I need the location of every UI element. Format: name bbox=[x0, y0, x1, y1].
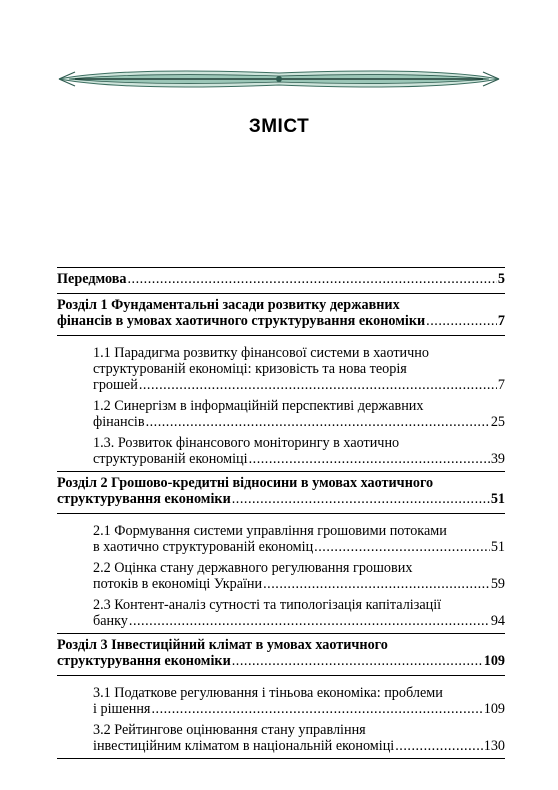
table-of-contents bbox=[57, 267, 505, 759]
leader-dots bbox=[232, 491, 490, 507]
toc-entry-line: Розділ 1 Фундаментальні засади розвитку державних bbox=[57, 297, 400, 313]
leader-dots bbox=[314, 539, 490, 555]
toc-entry-line: 3.1 Податкове регулювання і тіньова економіка: проблеми bbox=[93, 685, 443, 701]
toc-entry-line: фінансів в умовах хаотичного структурування економіки bbox=[57, 313, 426, 329]
toc-entry-preface[interactable] bbox=[57, 268, 505, 293]
toc-page-number: 59 bbox=[490, 576, 505, 592]
toc-entry-line: Розділ 3 Інвестиційний клімат в умовах хаотичного bbox=[57, 637, 388, 653]
toc-page-number: 94 bbox=[490, 613, 505, 629]
toc-entry-line: 1.3. Розвиток фінансового моніторингу в хаотично bbox=[93, 435, 400, 451]
leader-dots bbox=[249, 451, 490, 467]
leader-dots bbox=[151, 701, 482, 717]
toc-entry-line: 2.3 Контент-аналіз сутності та типологізація капіталізації bbox=[93, 597, 442, 613]
page-title: ЗМІСТ bbox=[248, 116, 310, 137]
toc-page-number: 5 bbox=[497, 271, 505, 287]
toc-entry-chapter[interactable] bbox=[57, 634, 505, 675]
toc-entry-line: 2.2 Оцінка стану державного регулювання грошових bbox=[93, 560, 413, 576]
toc-entry-section[interactable] bbox=[57, 719, 505, 756]
toc-entry-section[interactable] bbox=[57, 342, 505, 395]
toc-entry-chapter[interactable] bbox=[57, 472, 505, 513]
leader-dots bbox=[139, 377, 497, 393]
toc-entry-label: Передмова bbox=[57, 271, 127, 287]
toc-entry-line: Розділ 2 Грошово-кредитні відносини в умовах хаотичного bbox=[57, 475, 434, 491]
leader-dots bbox=[146, 414, 490, 430]
toc-page-number: 7 bbox=[497, 377, 505, 393]
toc-section-group bbox=[57, 676, 505, 758]
toc-entry-chapter[interactable] bbox=[57, 294, 505, 335]
toc-entry-line: і рішення bbox=[93, 701, 151, 717]
toc-entry-section[interactable] bbox=[57, 395, 505, 432]
toc-entry-section[interactable] bbox=[57, 520, 505, 557]
toc-entry-line: 2.1 Формування системи управління грошовими потоками bbox=[93, 523, 447, 539]
toc-entry-line: в хаотично структурованій економіц bbox=[93, 539, 314, 555]
toc-page-number: 130 bbox=[483, 738, 505, 754]
leader-dots bbox=[232, 653, 483, 669]
toc-chapters bbox=[57, 293, 505, 759]
toc-page-number: 7 bbox=[497, 313, 505, 329]
toc-entry-line: 3.2 Рейтингове оцінювання стану управління bbox=[93, 722, 366, 738]
toc-page-number: 39 bbox=[490, 451, 505, 467]
toc-entry-line: 1.2 Синергізм в інформаційній перспективі державних bbox=[93, 398, 424, 414]
toc-entry-line: грошей bbox=[93, 377, 138, 393]
leader-dots bbox=[426, 313, 497, 329]
toc-page-number: 51 bbox=[490, 491, 505, 507]
leader-dots bbox=[127, 271, 496, 287]
toc-entry-line: структурованій економіці: кризовість та нова теорія bbox=[93, 361, 407, 377]
toc-page-number: 109 bbox=[483, 653, 505, 669]
toc-entry-section[interactable] bbox=[57, 557, 505, 594]
toc-entry-line: структурування економіки bbox=[57, 491, 231, 507]
toc-section-group bbox=[57, 336, 505, 471]
toc-section-group bbox=[57, 514, 505, 633]
leader-dots bbox=[129, 613, 490, 629]
divider bbox=[57, 758, 505, 759]
toc-entry-line: інвестиційним кліматом в національній економіці bbox=[93, 738, 395, 754]
toc-page-number: 51 bbox=[490, 539, 505, 555]
toc-page-number: 109 bbox=[483, 701, 505, 717]
toc-entry-section[interactable] bbox=[57, 594, 505, 631]
toc-entry-section[interactable] bbox=[57, 432, 505, 469]
toc-entry-line: потоків в економіці України bbox=[93, 576, 263, 592]
toc-entry-line: структурування економіки bbox=[57, 653, 231, 669]
toc-entry-line: структурованій економіці bbox=[93, 451, 248, 467]
leader-dots bbox=[263, 576, 490, 592]
toc-entry-line: банку bbox=[93, 613, 128, 629]
toc-entry-line: фінансів bbox=[93, 414, 145, 430]
toc-entry-section[interactable] bbox=[57, 682, 505, 719]
toc-page-number: 25 bbox=[490, 414, 505, 430]
decorative-ornament bbox=[55, 64, 503, 94]
leader-dots bbox=[395, 738, 482, 754]
toc-entry-line: 1.1 Парадигма розвитку фінансової системи в хаотично bbox=[93, 345, 429, 361]
